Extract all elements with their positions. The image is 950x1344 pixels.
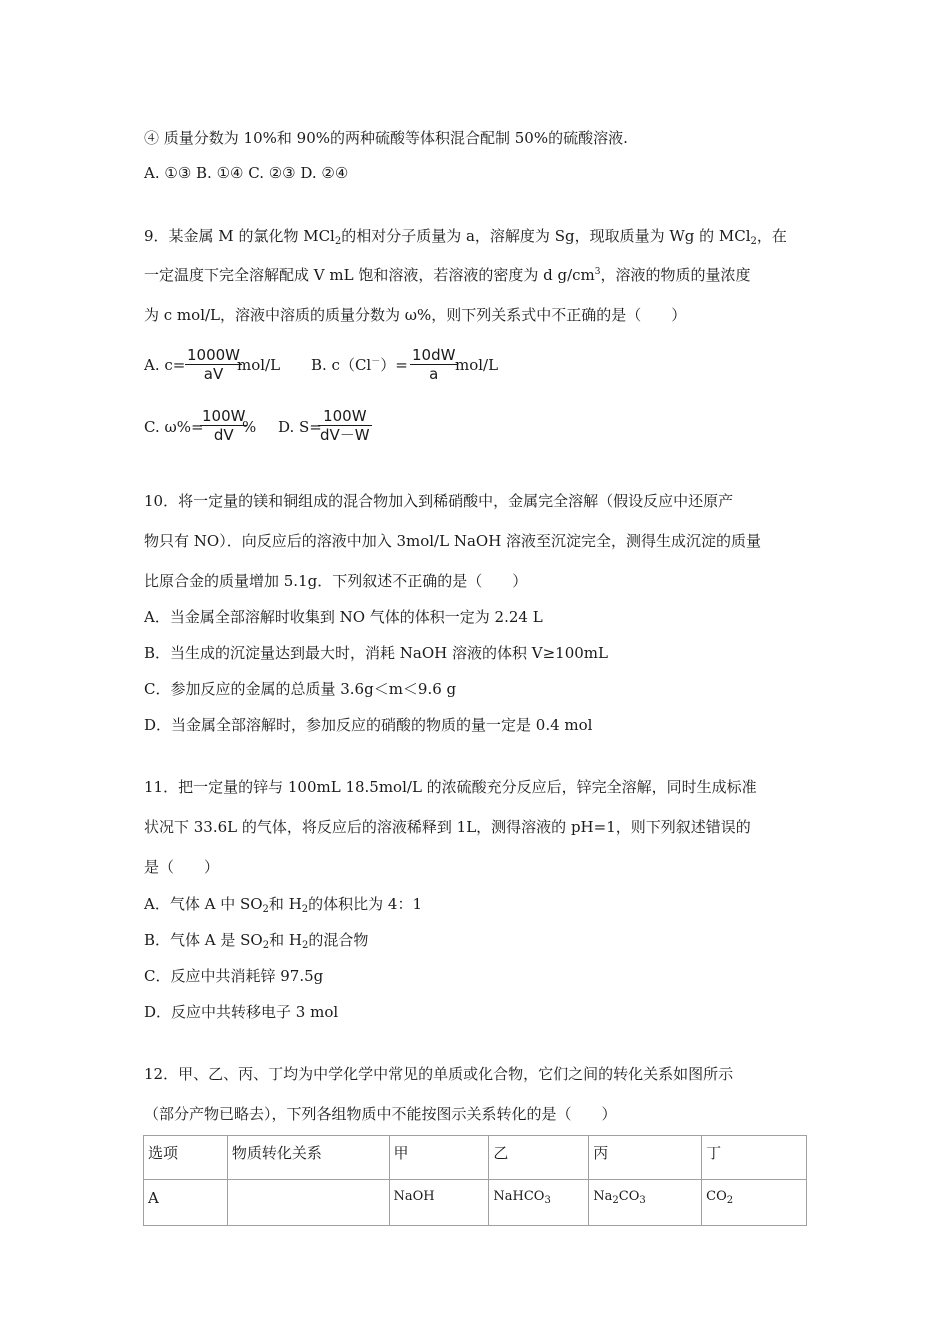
q10-stem-line3: 比原合金的质量增加 5.1g．下列叙述不正确的是（ ） bbox=[144, 572, 528, 590]
q9-option-c-numerator: 100W bbox=[202, 407, 246, 425]
q9-option-b-unit: mol/L bbox=[455, 356, 499, 374]
table-header-cell: 甲 bbox=[389, 1136, 489, 1180]
table-cell-jia: NaOH bbox=[389, 1180, 489, 1226]
q9-option-b-numerator: 10dW bbox=[412, 346, 456, 364]
q12-stem-line1: 12．甲、乙、丙、丁均为中学化学中常见的单质或化合物，它们之间的转化关系如图所示 bbox=[144, 1065, 734, 1083]
table-header-cell: 乙 bbox=[489, 1136, 589, 1180]
q9-option-c-fraction bbox=[200, 407, 247, 444]
table-cell-ding: $CO_2$ bbox=[702, 1180, 807, 1226]
q9-option-d-label: D. S= bbox=[278, 418, 322, 436]
q11-stem-line2: 状况下 33.6L 的气体，将反应后的溶液稀释到 1L，测得溶液的 pH=1，则下列叙述错误的 bbox=[144, 818, 751, 836]
q9-stem-line2: 一定温度下完全溶解配成 V mL 饱和溶液，若溶液的密度为 d $g/cm^3$，溶液的物质的量浓度 bbox=[144, 266, 751, 284]
q9-option-d-numerator: 100W bbox=[323, 407, 367, 425]
q9-option-a-unit: mol/L bbox=[237, 356, 281, 374]
q9-option-c-denominator: dV bbox=[213, 426, 234, 444]
q11-stem-line1: 11．把一定量的锌与 100mL 18.5mol/L 的浓硫酸充分反应后，锌完全溶解，同时生成标准 bbox=[144, 778, 757, 796]
q9-option-a-denominator: aV bbox=[203, 365, 224, 383]
q9-option-a-label: A. c= bbox=[144, 356, 186, 374]
q9-stem-line1: 9．某金属 M 的氯化物 MCl$_2$的相对分子质量为 a，溶解度为 Sg，现取质量为 Wg 的 MCl$_2$，在 bbox=[144, 227, 787, 247]
q12-options-table bbox=[143, 1135, 807, 1226]
table-header-cell: 丙 bbox=[589, 1136, 702, 1180]
table-header-row bbox=[144, 1136, 807, 1180]
q11-option-b: B．气体 A 是 $SO_2$和 $H_2$的混合物 bbox=[144, 931, 369, 951]
table-row bbox=[144, 1180, 807, 1226]
q9-option-a-numerator: 1000W bbox=[187, 346, 241, 364]
q10-stem-line2: 物只有 NO）．向反应后的溶液中加入 3mol/L NaOH 溶液至沉淀完全，测得生成沉淀的质量 bbox=[144, 532, 762, 550]
table-header-cell: 选项 bbox=[144, 1136, 228, 1180]
q9-option-c-label: C. ω%= bbox=[144, 418, 204, 436]
q9-stem-line3: 为 c mol/L，溶液中溶质的质量分数为 ω%，则下列关系式中不正确的是（ ） bbox=[144, 306, 687, 324]
q10-option-d: D．当金属全部溶解时，参加反应的硝酸的物质的量一定是 0.4 mol bbox=[144, 716, 593, 734]
table-cell-option: A bbox=[144, 1180, 228, 1226]
q12-stem-line2: （部分产物已略去），下列各组物质中不能按图示关系转化的是（ ） bbox=[144, 1105, 617, 1123]
q8-item4: ④ 质量分数为 10%和 90%的两种硫酸等体积混合配制 50%的硫酸溶液. bbox=[144, 129, 628, 147]
table-cell-relation bbox=[227, 1180, 389, 1226]
q9-option-d-denominator: dV－W bbox=[320, 426, 370, 444]
q9-option-b-label: B. c（Cl－）= bbox=[311, 356, 408, 374]
table-header-cell: 丁 bbox=[702, 1136, 807, 1180]
q11-stem-line3: 是（ ） bbox=[144, 858, 220, 876]
q9-option-d-fraction bbox=[318, 407, 372, 444]
table-cell-yi: NaHCO$_3$ bbox=[489, 1180, 589, 1226]
q11-option-d: D．反应中共转移电子 3 mol bbox=[144, 1003, 339, 1021]
table-cell-bing: $Na_2CO_3$ bbox=[589, 1180, 702, 1226]
q10-option-a: A．当金属全部溶解时收集到 NO 气体的体积一定为 2.24 L bbox=[144, 608, 543, 626]
q9-option-a-fraction bbox=[185, 346, 242, 383]
q8-options: A. ①③ B. ①④ C. ②③ D. ②④ bbox=[144, 164, 349, 182]
q11-option-c: C．反应中共消耗锌 97.5g bbox=[144, 967, 324, 985]
q10-stem-line1: 10．将一定量的镁和铜组成的混合物加入到稀硝酸中，金属完全溶解（假设反应中还原产 bbox=[144, 492, 734, 510]
q11-option-a: A．气体 A 中 $SO_2$和 $H_2$的体积比为 4：1 bbox=[144, 895, 423, 915]
q10-option-c: C．参加反应的金属的总质量 3.6g＜m＜9.6 g bbox=[144, 680, 457, 698]
q10-option-b: B．当生成的沉淀量达到最大时，消耗 NaOH 溶液的体积 V≥100mL bbox=[144, 644, 608, 662]
table-header-cell: 物质转化关系 bbox=[227, 1136, 389, 1180]
q9-option-c-unit: % bbox=[242, 418, 257, 436]
q9-option-b-fraction bbox=[410, 346, 457, 383]
q9-option-b-denominator: a bbox=[429, 365, 439, 383]
